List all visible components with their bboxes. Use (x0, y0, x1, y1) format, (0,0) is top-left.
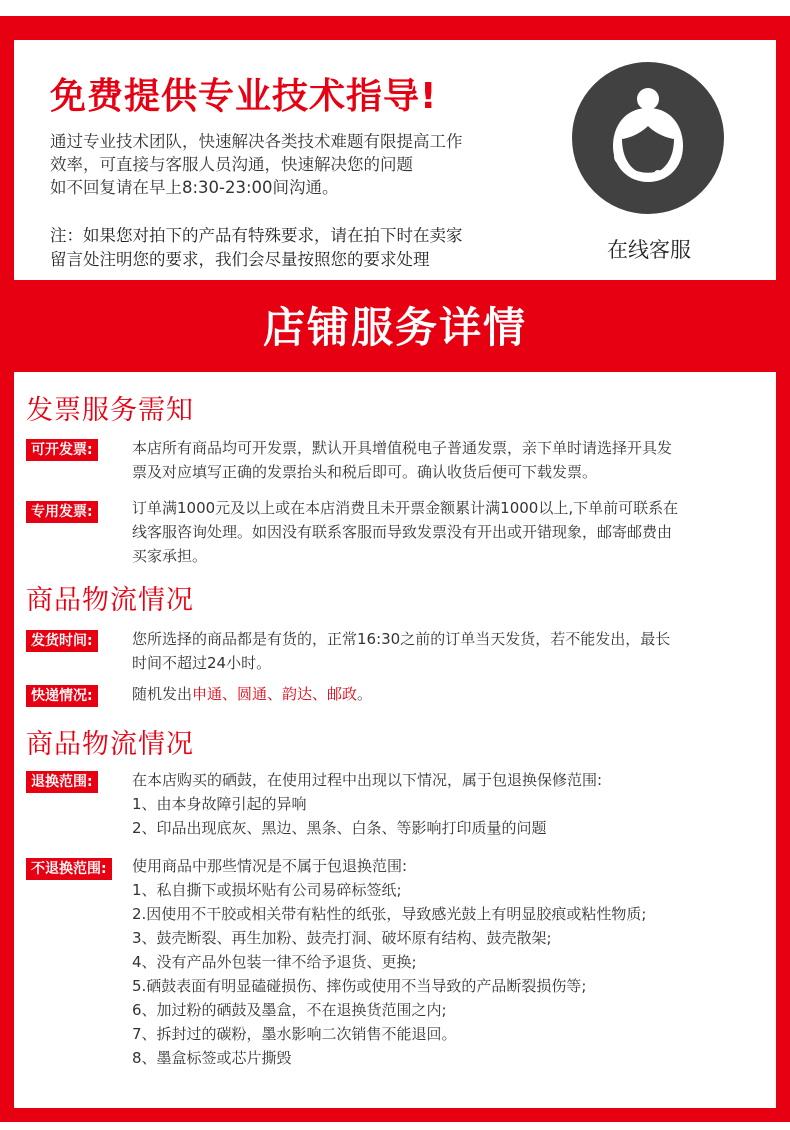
invoice-section-title: 发票服务需知 (26, 395, 194, 426)
invoice-tag: 可开发票: (26, 439, 98, 461)
text-line: 7、拆封过的碳粉，墨水影响二次销售不能退回。 (132, 1025, 457, 1043)
special-invoice-tag: 专用发票: (26, 501, 98, 523)
customer-service-button[interactable] (572, 62, 724, 214)
text-line: 5.硒鼓表面有明显磕碰损伤、摔伤或使用不当导致的产品断裂损伤等; (132, 977, 587, 995)
no-return-text (132, 854, 764, 1070)
express-carriers: 申通、圆通、韵达、邮政 (192, 685, 358, 703)
text-line: 本店所有商品均可开发票，默认开具增值税电子普通发票，亲下单时请选择开具发 (132, 439, 673, 457)
no-return-tag: 不退换范围: (26, 858, 112, 880)
note-line: 注：如果您对拍下的产品有特殊要求，请在拍下时在卖家 (50, 226, 463, 245)
text-line: 订单满1000元及以上或在本店消费且未开票金额累计满1000以上,下单前可联系在 (132, 499, 679, 517)
text-line: 时间不超过24小时。 (132, 654, 272, 672)
special-invoice-text (132, 496, 764, 568)
support-card (14, 40, 776, 280)
text-line: 8、墨盒标签或芯片撕毁 (132, 1049, 292, 1067)
express-tag: 快递情况: (26, 685, 98, 707)
text-line: 票及对应填写正确的发票抬头和税后即可。确认收货后便可下载发票。 (132, 463, 598, 481)
service-details-card (14, 372, 776, 1108)
text-line: 3、鼓壳断裂、再生加粉、鼓壳打洞、破坏原有结构、鼓壳散架; (132, 929, 552, 947)
ship-time-text (132, 627, 764, 675)
customer-service-label[interactable]: 在线客服 (607, 238, 691, 262)
express-text (132, 682, 764, 706)
text-line: 6、加过粉的硒鼓及墨盒，不在退换货范围之内; (132, 1001, 447, 1019)
invoice-text (132, 436, 764, 484)
customer-service-headset-icon (572, 62, 724, 214)
text-line: 买家承担。 (132, 547, 208, 565)
returns-section-title: 商品物流情况 (26, 729, 194, 760)
return-scope-text (132, 768, 764, 840)
express-prefix: 随机发出 (132, 685, 193, 703)
text-line: 在本店购买的硒鼓，在使用过程中出现以下情况，属于包退换保修范围: (132, 771, 603, 789)
support-title: 免费提供专业技术指导! (50, 76, 438, 117)
text-line: 使用商品中那些情况是不属于包退换范围: (132, 857, 408, 875)
note-line: 留言处注明您的要求，我们会尽量按照您的要求处理 (50, 250, 430, 269)
text-line: 线客服咨询处理。如因没有联系客服而导致发票没有开出或开错现象，邮寄邮费由 (132, 523, 673, 541)
support-line: 如不回复请在早上8:30-23:00间沟通。 (50, 178, 339, 197)
support-line: 通过专业技术团队，快速解决各类技术难题有限提高工作 (50, 132, 463, 151)
express-suffix: 。 (357, 685, 373, 703)
text-line: 2、印品出现底灰、黑边、黑条、白条、等影响打印质量的问题 (132, 819, 547, 837)
express-line (132, 682, 764, 706)
support-note (50, 224, 570, 272)
text-line: 2.因使用不干胶或相关带有粘性的纸张，导致感光鼓上有明显胶痕或粘性物质; (132, 905, 647, 923)
support-description (50, 130, 550, 199)
support-line: 效率，可直接与客服人员沟通，快速解决您的问题 (50, 155, 413, 174)
text-line: 4、没有产品外包装一律不给予退货、更换; (132, 953, 417, 971)
ship-time-tag: 发货时间: (26, 630, 98, 652)
store-service-banner: 店铺服务详情 (262, 303, 527, 352)
text-line: 1、私自撕下或损坏贴有公司易碎标签纸; (132, 881, 402, 899)
text-line: 您所选择的商品都是有货的，正常16:30之前的订单当天发货，若不能发出，最长 (132, 630, 671, 648)
logistics-section-title: 商品物流情况 (26, 585, 194, 616)
return-scope-tag: 退换范围: (26, 771, 98, 793)
text-line: 1、由本身故障引起的异响 (132, 795, 307, 813)
